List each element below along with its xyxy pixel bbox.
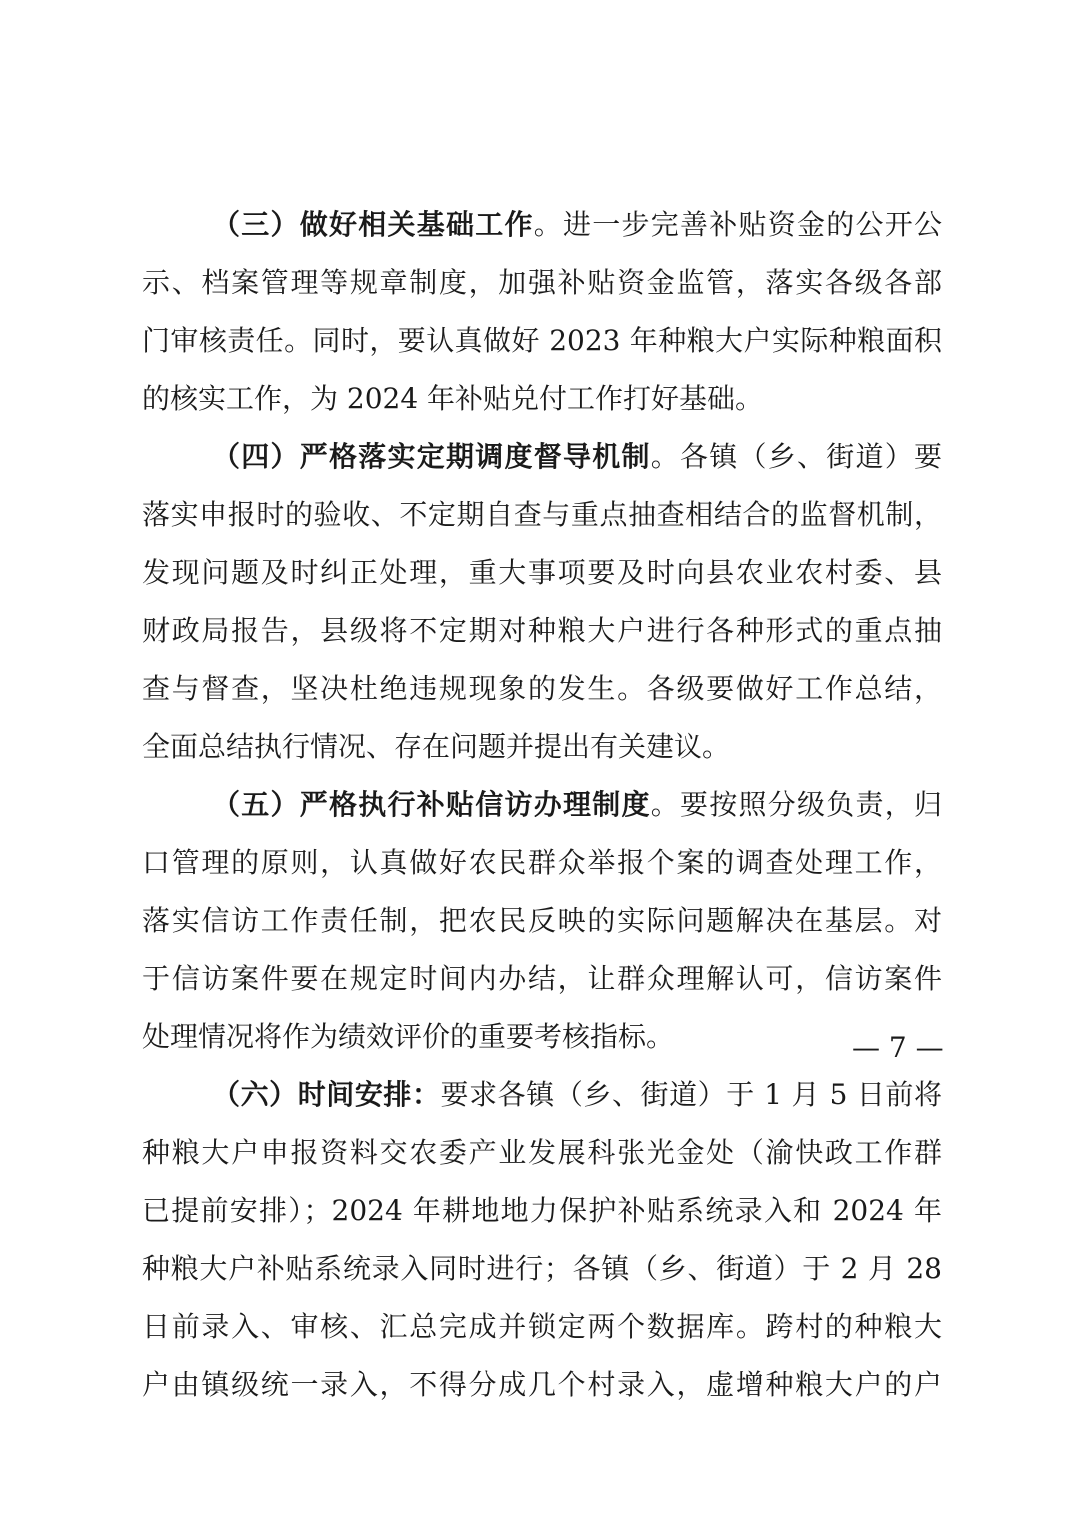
section-heading: （三）做好相关基础工作	[212, 208, 534, 241]
paragraph-line	[142, 1066, 942, 1124]
paragraph-line: 全面总结执行情况、存在问题并提出有关建议。	[142, 730, 731, 763]
section-heading: （五）严格执行补贴信访办理制度	[212, 788, 651, 821]
page-number: — 7 —	[852, 1031, 944, 1064]
paragraph-line: 种粮大户补贴系统录入同时进行；各镇（乡、街道）于 2 月 28	[142, 1252, 942, 1285]
paragraph-line: 处理情况将作为绩效评价的重要考核指标。	[142, 1020, 675, 1053]
paragraph-line: 财政局报告，县级将不定期对种粮大户进行各种形式的重点抽	[142, 614, 942, 647]
paragraph-text: 。要按照分级负责，归	[650, 788, 942, 821]
paragraph-line: 于信访案件要在规定时间内办结，让群众理解认可，信访案件	[142, 962, 942, 995]
paragraph-text: 。进一步完善补贴资金的公开公	[533, 208, 942, 241]
section-heading: （四）严格落实定期调度督导机制	[212, 440, 651, 473]
paragraph-line	[142, 196, 942, 254]
paragraph-line: 门审核责任。同时，要认真做好 2023 年种粮大户实际种粮面积	[142, 324, 942, 357]
paragraph-text: 要求各镇（乡、街道）于 1 月 5 日前将	[440, 1078, 942, 1111]
paragraph-line: 户由镇级统一录入，不得分成几个村录入，虚增种粮大户的户	[142, 1368, 942, 1401]
paragraph-line: 发现问题及时纠正处理，重大事项要及时向县农业农村委、县	[142, 556, 942, 589]
paragraph-text: 。各镇（乡、街道）要	[650, 440, 942, 473]
paragraph-line: 的核实工作，为 2024 年补贴兑付工作打好基础。	[142, 382, 764, 415]
paragraph-line	[142, 776, 942, 834]
paragraph-line: 落实信访工作责任制，把农民反映的实际问题解决在基层。对	[142, 904, 942, 937]
paragraph-line	[142, 428, 942, 486]
paragraph-line: 示、档案管理等规章制度，加强补贴资金监管，落实各级各部	[142, 266, 942, 299]
paragraph-line: 落实申报时的验收、不定期自查与重点抽查相结合的监督机制，	[142, 498, 942, 531]
paragraph-line: 日前录入、审核、汇总完成并锁定两个数据库。跨村的种粮大	[142, 1310, 942, 1343]
paragraph-line: 已提前安排）；2024 年耕地地力保护补贴系统录入和 2024 年	[142, 1194, 942, 1227]
section-heading: （六）时间安排：	[212, 1078, 441, 1111]
paragraph-line: 口管理的原则，认真做好农民群众举报个案的调查处理工作，	[142, 846, 942, 879]
paragraph-line: 种粮大户申报资料交农委产业发展科张光金处（渝快政工作群	[142, 1136, 942, 1169]
document-body	[142, 196, 942, 1414]
paragraph-line: 查与督查，坚决杜绝违规现象的发生。各级要做好工作总结，	[142, 672, 942, 705]
